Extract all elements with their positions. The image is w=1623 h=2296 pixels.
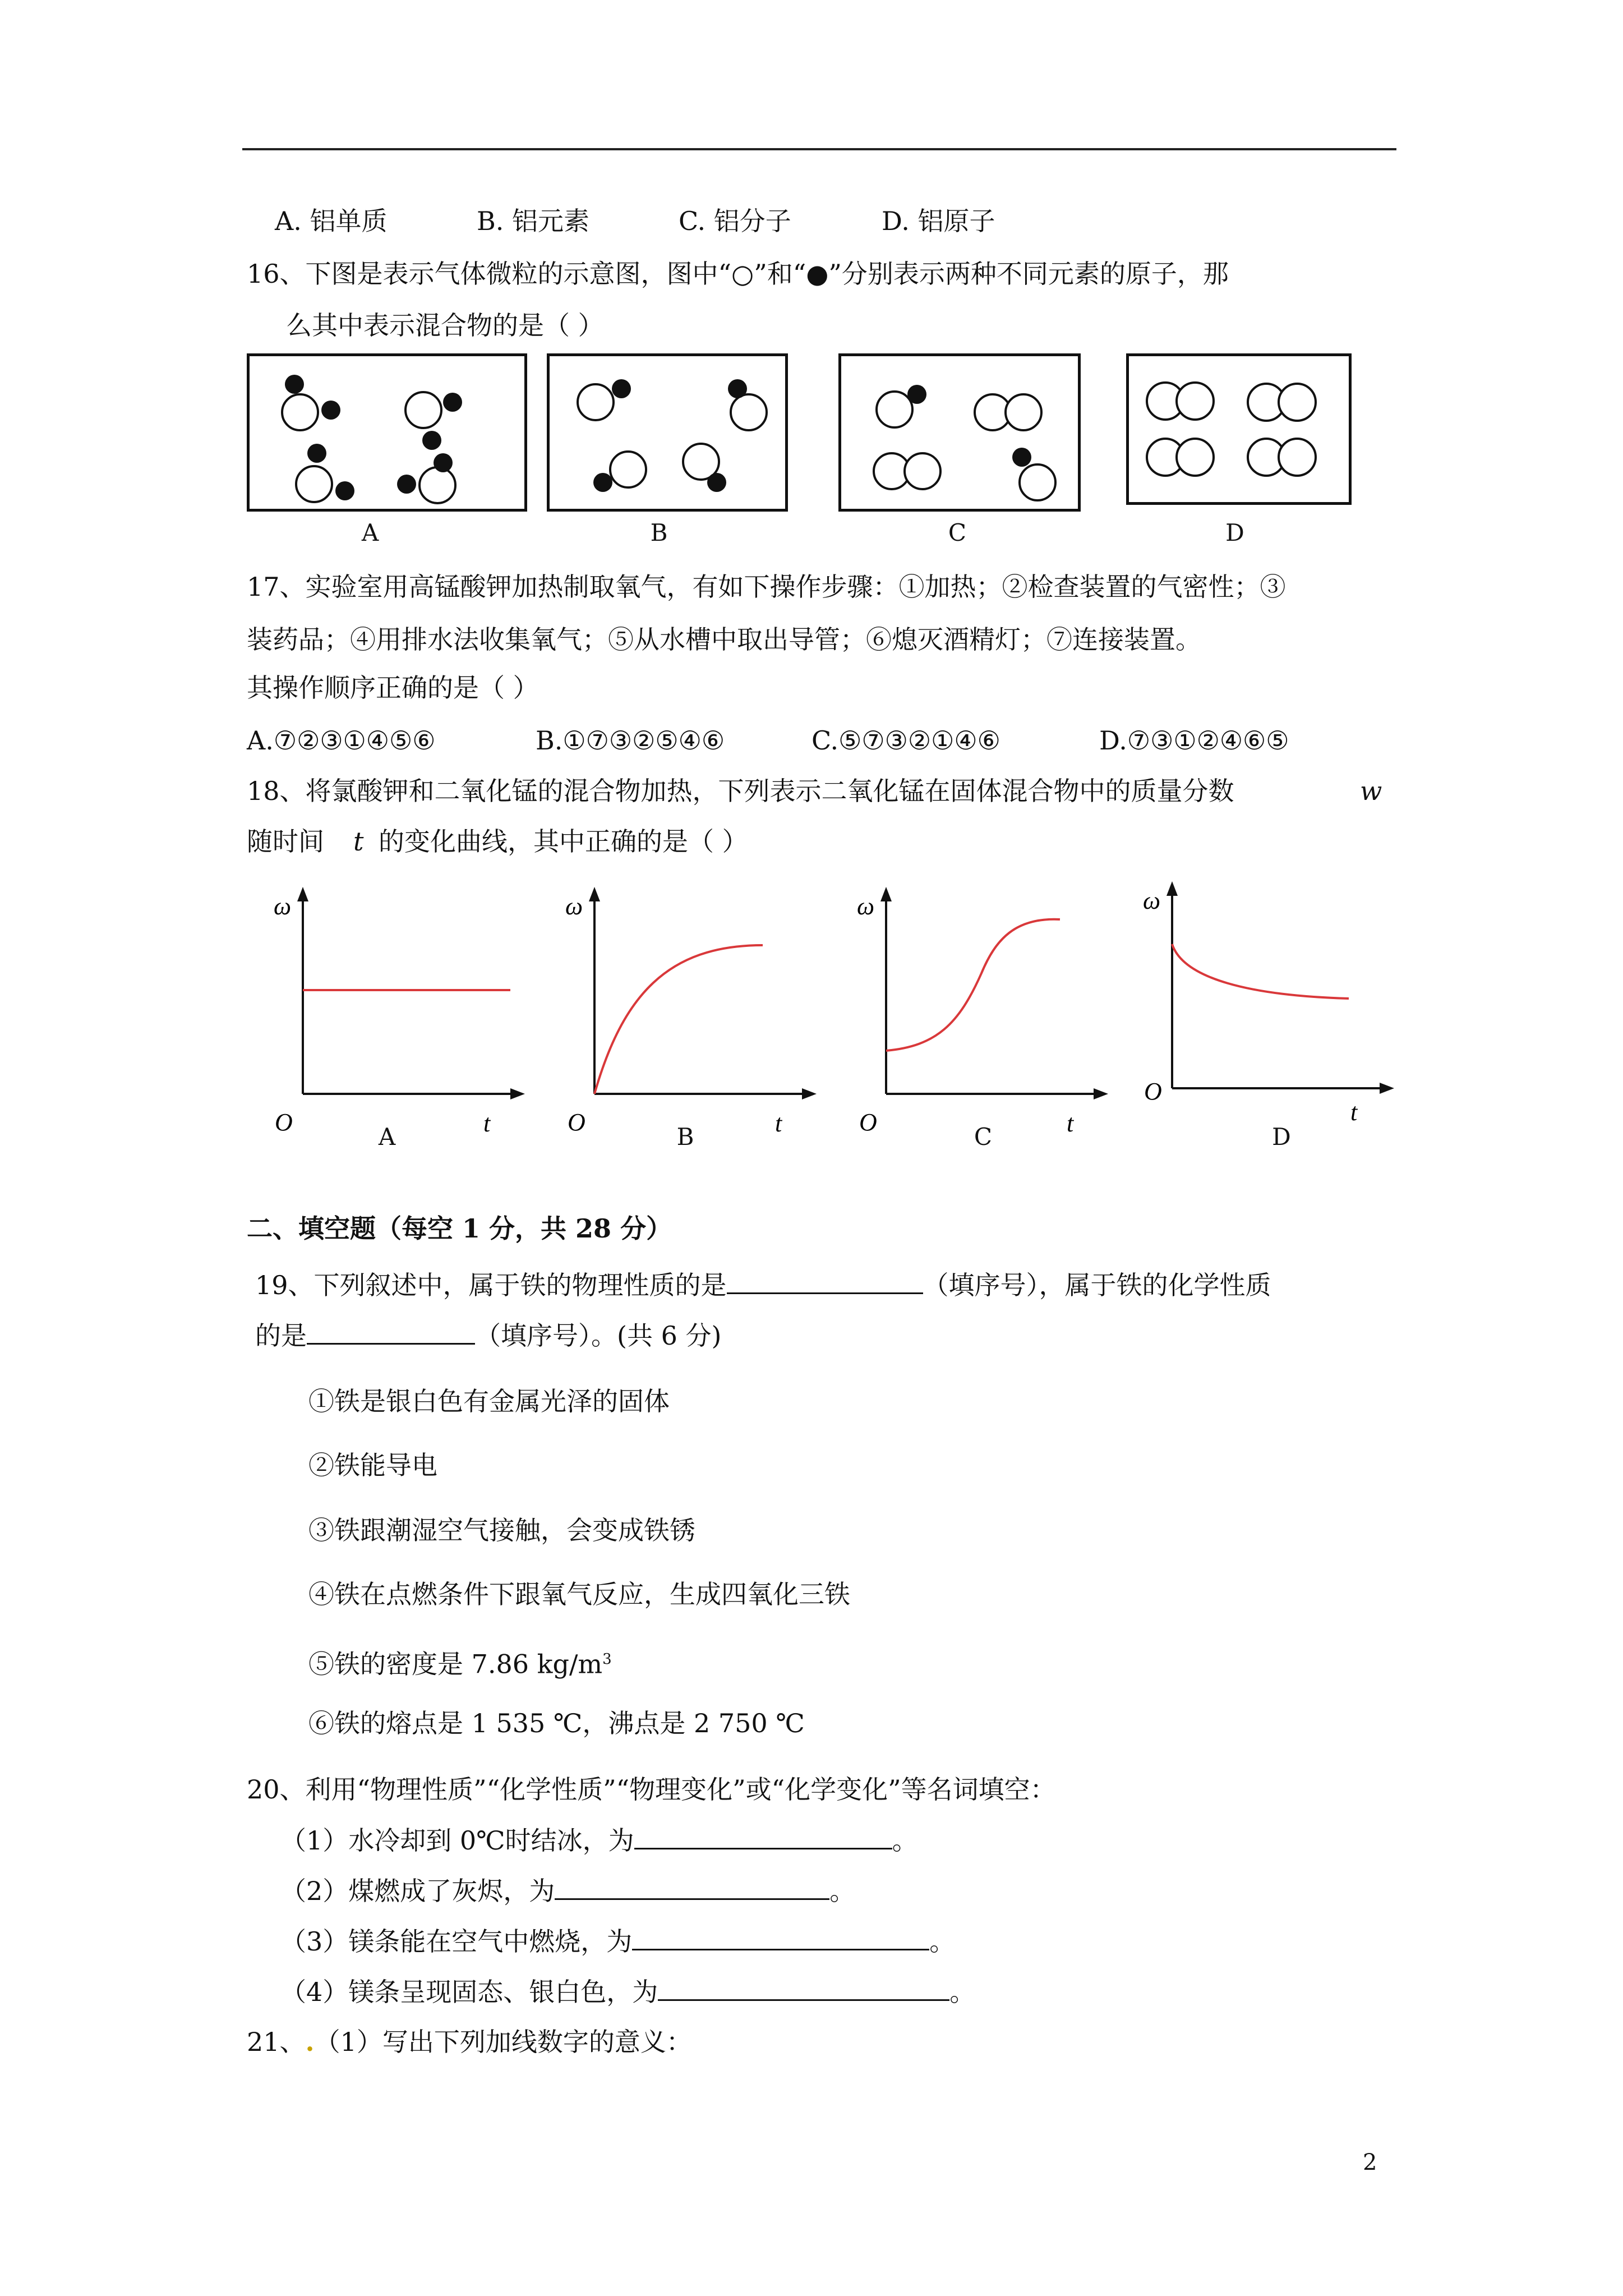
q20-item-3 xyxy=(280,1924,955,1958)
q16-diagram-b xyxy=(547,353,788,512)
q20-item-4-text: （4）镁条呈现固态、银白色，为 xyxy=(280,1977,658,2007)
q16-label-a: A xyxy=(361,519,379,546)
q19-text-line1 xyxy=(255,1268,1271,1302)
q15-option-d: D. 铝原子 xyxy=(882,206,995,236)
black-atom xyxy=(1012,448,1031,467)
white-atom xyxy=(282,394,318,430)
y-axis-arrow xyxy=(589,887,600,901)
q17-option-d: D.⑦③①②④⑥⑤ xyxy=(1099,725,1289,756)
q15-option-b: B. 铝元素 xyxy=(477,206,590,236)
q20-blank-1[interactable] xyxy=(634,1823,892,1849)
origin-label: O xyxy=(275,1108,293,1136)
white-atom xyxy=(877,392,912,427)
origin-label: O xyxy=(859,1108,877,1136)
q16-diagram-d xyxy=(1126,353,1352,505)
curve xyxy=(886,919,1060,1051)
q19-item-5-text: ⑤铁的密度是 7.86 kg/m xyxy=(308,1649,603,1680)
y-axis-arrow xyxy=(1166,881,1178,896)
q18-label-c: C xyxy=(974,1123,993,1151)
white-atom xyxy=(419,467,455,503)
x-label: t xyxy=(483,1110,491,1137)
curve xyxy=(1172,944,1349,999)
q18-label-d: D xyxy=(1272,1123,1291,1151)
x-label: t xyxy=(1350,1098,1358,1126)
q17-option-b: B.①⑦③②⑤④⑥ xyxy=(536,725,725,756)
q19-blank-chemical[interactable] xyxy=(307,1318,475,1345)
white-atom xyxy=(405,392,441,428)
x-label: t xyxy=(775,1110,782,1137)
particles-c xyxy=(841,356,1083,514)
q20-blank-4[interactable] xyxy=(658,1975,949,2001)
origin-label: O xyxy=(568,1108,585,1136)
q21-text xyxy=(247,2025,692,2059)
q16-label-c: C xyxy=(948,519,967,546)
y-axis-arrow xyxy=(880,887,892,901)
y-axis-arrow xyxy=(297,887,308,901)
black-atom xyxy=(335,481,354,500)
q19-item-4: ④铁在点燃条件下跟氧气反应，生成四氧化三铁 xyxy=(308,1579,850,1609)
q16-label-d: D xyxy=(1225,519,1244,546)
q18-text-line2b: 的变化曲线，其中正确的是（ ） xyxy=(379,826,748,857)
q21-number: 21、 xyxy=(247,2027,306,2057)
particles-a xyxy=(250,356,530,514)
q20-blank-2[interactable] xyxy=(555,1874,829,1900)
q19-text-line1b: （填序号），属于铁的化学性质 xyxy=(923,1270,1271,1300)
black-atom xyxy=(593,473,612,492)
black-atom xyxy=(707,473,726,492)
black-atom xyxy=(397,475,416,494)
black-atom xyxy=(443,393,462,412)
white-atom xyxy=(1177,439,1214,476)
white-atom xyxy=(1006,394,1041,430)
q18-label-b: B xyxy=(676,1123,694,1151)
x-axis-arrow xyxy=(1380,1083,1394,1094)
q17-option-a: A.⑦②③①④⑤⑥ xyxy=(247,725,436,756)
q19-item-2: ②铁能导电 xyxy=(308,1450,437,1480)
q21-prompt: （1）写出下列加线数字的意义： xyxy=(314,2027,692,2057)
q19-item-5-superscript: 3 xyxy=(602,1651,612,1668)
black-atom xyxy=(612,379,631,398)
q19-text-line2 xyxy=(255,1318,721,1352)
q19-blank-physical[interactable] xyxy=(727,1268,923,1294)
q20-item-3-end: 。 xyxy=(929,1926,956,1957)
q18-graph-b xyxy=(555,884,819,1142)
q20-item-2 xyxy=(280,1874,855,1908)
white-atom xyxy=(1279,384,1316,421)
q15-option-a: A. 铝单质 xyxy=(275,206,388,236)
section2-title: 二、填空题（每空 1 分，共 28 分） xyxy=(247,1213,672,1244)
particles-b xyxy=(550,356,791,514)
q20-item-1-text: （1）水冷却到 0℃时结冰，为 xyxy=(280,1825,634,1856)
q18-text-line2a: 随时间 xyxy=(247,826,324,857)
white-atom xyxy=(731,394,767,430)
white-atom xyxy=(905,453,940,489)
black-atom xyxy=(307,444,326,463)
q18-graph-a xyxy=(264,884,527,1142)
q18-t-symbol: t xyxy=(353,826,364,857)
q20-item-3-text: （3）镁条能在空气中燃烧，为 xyxy=(280,1926,633,1957)
q19-text-line1a: 19、下列叙述中，属于铁的物理性质的是 xyxy=(255,1270,727,1300)
q16-diagram-a xyxy=(247,353,527,512)
q20-item-1 xyxy=(280,1823,918,1857)
white-atom xyxy=(578,384,614,420)
q19-item-3: ③铁跟潮湿空气接触，会变成铁锈 xyxy=(308,1515,695,1545)
white-atom xyxy=(296,466,332,502)
q17-option-c: C.⑤⑦③②①④⑥ xyxy=(811,725,1000,756)
x-label: t xyxy=(1067,1110,1074,1137)
black-atom xyxy=(422,431,441,450)
q19-text-line2a: 的是 xyxy=(255,1320,307,1351)
q16-text-line2: 么其中表示混合物的是（ ） xyxy=(286,310,604,341)
page-number: 2 xyxy=(1363,2150,1377,2175)
q15-option-c: C. 铝分子 xyxy=(679,206,791,236)
y-label: ω xyxy=(565,892,583,920)
q17-text-line1: 17、实验室用高锰酸钾加热制取氧气，有如下操作步骤：①加热；②检查装置的气密性；③ xyxy=(247,572,1286,602)
q21-dot: . xyxy=(305,2027,315,2057)
q18-text-line1: 18、将氯酸钾和二氧化锰的混合物加热，下列表示二氧化锰在固体混合物中的质量分数 xyxy=(247,776,1234,806)
white-atom xyxy=(610,452,646,487)
q19-item-6: ⑥铁的熔点是 1 535 ℃，沸点是 2 750 ℃ xyxy=(308,1708,805,1738)
q17-text-line2: 装药品；④用排水法收集氧气；⑤从水槽中取出导管；⑥熄灭酒精灯；⑦连接装置。 xyxy=(247,624,1201,655)
x-axis-arrow xyxy=(1094,1088,1108,1099)
origin-label: O xyxy=(1144,1078,1162,1105)
black-atom xyxy=(434,453,453,472)
q20-intro: 20、利用“物理性质”“化学性质”“物理变化”或“化学变化”等名词填空： xyxy=(247,1774,1056,1805)
q18-graph-d xyxy=(1138,878,1402,1136)
header-rule xyxy=(242,148,1396,150)
q16-diagram-c xyxy=(838,353,1081,512)
q20-item-1-end: 。 xyxy=(892,1825,918,1856)
y-label: ω xyxy=(857,892,875,920)
x-axis-arrow xyxy=(802,1088,817,1099)
q20-item-4-end: 。 xyxy=(949,1977,976,2007)
x-axis-arrow xyxy=(510,1088,525,1099)
q18-label-a: A xyxy=(378,1123,396,1151)
white-atom xyxy=(1020,464,1055,500)
curve xyxy=(594,945,763,1094)
q20-item-2-end: 。 xyxy=(829,1876,856,1906)
q18-w-symbol: w xyxy=(1360,776,1382,806)
q16-label-b: B xyxy=(650,519,668,546)
y-label: ω xyxy=(1143,887,1161,914)
white-atom xyxy=(1279,439,1316,476)
q18-graph-c xyxy=(847,884,1110,1142)
white-atom xyxy=(1177,383,1214,420)
y-label: ω xyxy=(274,892,292,920)
q20-blank-3[interactable] xyxy=(632,1924,929,1950)
q19-item-1: ①铁是银白色有金属光泽的固体 xyxy=(308,1386,670,1416)
q16-text-line1: 16、下图是表示气体微粒的示意图，图中“○”和“●”分别表示两种不同元素的原子，那 xyxy=(247,259,1229,289)
q20-item-2-text: （2）煤燃成了灰烬，为 xyxy=(280,1876,555,1906)
black-atom xyxy=(321,401,340,420)
black-atom xyxy=(285,375,304,394)
q19-text-line2b: （填序号）。(共 6 分) xyxy=(475,1320,722,1351)
q17-text-line3: 其操作顺序正确的是（ ） xyxy=(247,673,539,703)
q19-item-5 xyxy=(308,1642,612,1681)
black-atom xyxy=(728,379,747,398)
particles-d xyxy=(1129,356,1354,508)
q20-item-4 xyxy=(280,1975,975,2009)
black-atom xyxy=(907,385,926,404)
